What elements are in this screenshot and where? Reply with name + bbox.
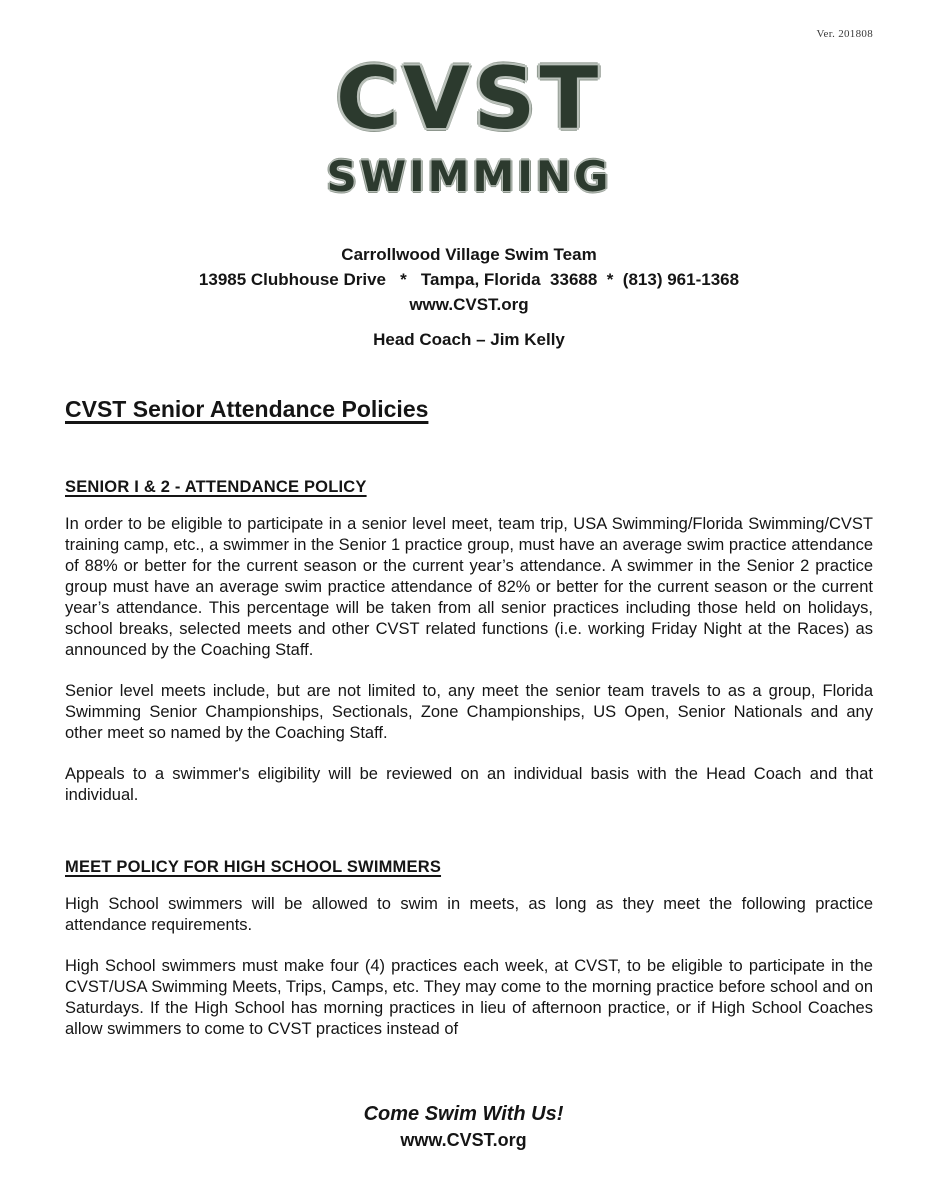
paragraph-senior-eligibility: In order to be eligible to participate in a senior level meet, team trip, USA Swimming/Florida Swimming/CVST training camp, etc., a swimmer in the Senior 1 practice group, must have an average swim practice attendance of 88% or better for the current season or the current year’s attendance. A swimmer in the Senior 2 practice group must have an average swim practice attendance of 82% or better for the current season or the current year’s attendance. This percentage will be taken from all senior practices including those held on holidays, school breaks, selected meets and other CVST related functions (i.e. working Friday Night at the Races) as announced by the Coaching Staff.	[65, 515, 873, 659]
version-stamp: Ver. 201808	[816, 28, 873, 40]
website-url: www.CVST.org	[409, 295, 529, 314]
document-title: CVST Senior Attendance Policies	[65, 396, 429, 422]
section-heading-high-school-policy: MEET POLICY FOR HIGH SCHOOL SWIMMERS	[65, 858, 442, 876]
team-name: Carrollwood Village Swim Team	[341, 245, 597, 264]
page-footer	[0, 1103, 927, 1151]
paragraph-senior-meets: Senior level meets include, but are not limited to, any meet the senior team travels to as a group, Florida Swimming Senior Championships, Sectionals, Zone Championships, US Open, Senior Nationals and any other meet so named by the Coaching Staff.	[65, 682, 873, 742]
paragraph-high-school-requirements: High School swimmers must make four (4) practices each week, at CVST, to be eligible to participate in the CVST/USA Swimming Meets, Trips, Camps, etc. They may come to the morning practice before school and on Saturdays. If the High School has morning practices in lieu of afternoon practice, or if High School Coaches allow swimmers to come to CVST practices instead of	[65, 957, 873, 1038]
logo-cvst-text: CVST	[335, 49, 603, 149]
footer-website-url: www.CVST.org	[400, 1130, 527, 1150]
address-line: 13985 Clubhouse Drive * Tampa, Florida 33688 * (813) 961-1368	[198, 270, 740, 289]
head-coach-line: Head Coach – Jim Kelly	[373, 330, 565, 349]
logo-swimming-text: SWIMMING	[326, 152, 612, 201]
paragraph-high-school-intro: High School swimmers will be allowed to swim in meets, as long as they meet the following practice attendance requirements.	[65, 895, 873, 934]
footer-tagline: Come Swim With Us!	[363, 1103, 564, 1125]
paragraph-appeals: Appeals to a swimmer's eligibility will be reviewed on an individual basis with the Head Coach and that individual.	[65, 765, 873, 804]
section-heading-senior-attendance: SENIOR I & 2 - ATTENDANCE POLICY	[65, 478, 367, 496]
contact-block	[65, 242, 873, 317]
team-logo	[65, 49, 873, 201]
